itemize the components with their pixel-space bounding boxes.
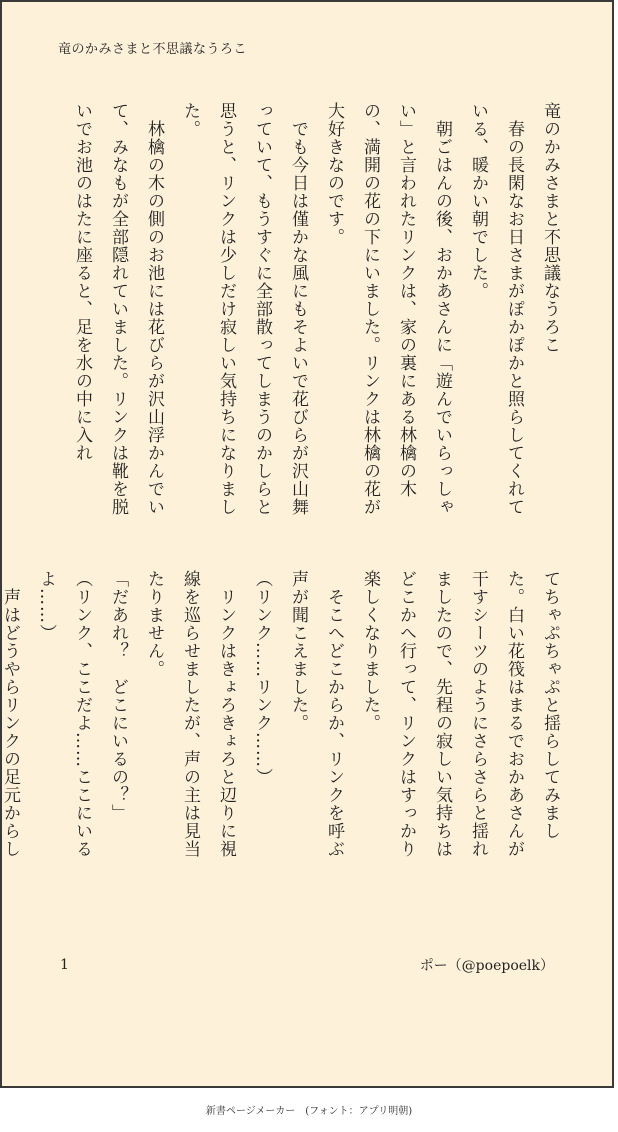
paragraph: 朝ごはんの後、おかあさんに「遊んでいらっしゃい」と言われたリンクは、家の裏にある林檎の木の、満開の花の下にいました。リンクは林檎の花が大好きなのです。 — [324, 102, 452, 516]
running-header: 竜のかみさまと不思議なうろこ — [58, 42, 248, 57]
page-number: 1 — [60, 957, 69, 973]
author-credit: ポー（@poepoelk） — [419, 958, 554, 974]
paragraph: でも今日は僅かな風にもそよいで花びらが沢山舞っていて、もうすぐに全部散ってしまうのかしらと思うと、リンクは少しだけ寂しい気持ちになりました。 — [180, 102, 308, 516]
text-block-bottom — [0, 570, 568, 860]
dialogue-line: 「だあれ？ どこにいるの？」 — [108, 570, 128, 822]
text-block-top — [64, 102, 568, 532]
paragraph: 声はどうやらリンクの足元からし — [0, 588, 20, 858]
paragraph: そこへどこからか、リンクを呼ぶ声が聞こえました。 — [288, 570, 344, 858]
dialogue-line: （リンク、ここだよ……ここにいるよ……） — [36, 570, 92, 858]
dialogue-line: （リンク……リンク……） — [252, 570, 272, 786]
paragraph: 林檎の木の側のお池には花びらが沢山浮かんでいて、みなもが全部隠れていました。リンクは靴を脱いでお池のはたに座ると、足を水の中に入れ — [72, 102, 164, 516]
paragraph: リンクはきょろきょろと辺りに視線を巡らせましたが、声の主は見当たりません。 — [144, 570, 236, 858]
paragraph: てちゃぷちゃぷと揺らしてみました。白い花筏はまるでおかあさんが干すシーツのようにさらさらと揺れましたので、先程の寂しい気持ちはどこかへ行って、リンクはすっかり楽しくなりました。 — [360, 570, 560, 858]
story-title: 竜のかみさまと不思議なうろこ — [540, 102, 560, 354]
footer-credit: 新書ページメーカー (フォント：アプリ明朝) — [205, 1106, 413, 1117]
paragraph: 春の長閑なお日さまがぽかぽかと照らしてくれている、暖かい朝でした。 — [468, 102, 524, 516]
